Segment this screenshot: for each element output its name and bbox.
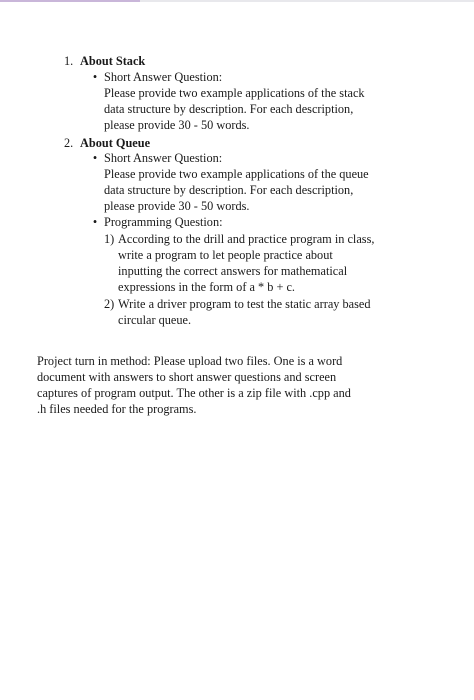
section2-q1-type: Short Answer Question: bbox=[104, 151, 223, 165]
section2-q2-type: Programming Question: bbox=[104, 215, 223, 229]
top-border bbox=[0, 0, 474, 2]
section2-q2-item1-line-1: According to the drill and practice program in class, bbox=[118, 232, 375, 246]
section2-q2-bullet: • bbox=[92, 215, 98, 229]
section2-title: About Queue bbox=[80, 136, 151, 150]
section2-q1-line-3: please provide 30 - 50 words. bbox=[104, 199, 250, 213]
section2-q2-item1-number: 1) bbox=[104, 232, 115, 246]
top-border-accent bbox=[0, 0, 140, 2]
section2-q2-item1-line-2: write a program to let people practice about bbox=[118, 248, 333, 262]
section1-q1-type: Short Answer Question: bbox=[104, 70, 223, 84]
turnin-line-3: captures of program output. The other is a zip file with .cpp and bbox=[37, 386, 351, 400]
section2-q2-item2-line-2: circular queue. bbox=[118, 313, 192, 327]
section2-q2-item2-line-1: Write a driver program to test the static array based bbox=[118, 297, 371, 311]
section2-q1-line-2: data structure by description. For each description, bbox=[104, 183, 354, 197]
section2-q2-item1-line-3: inputting the correct answers for mathematical bbox=[118, 264, 348, 278]
section2-q1-bullet: • bbox=[92, 151, 98, 165]
section1-q1-bullet: • bbox=[92, 70, 98, 84]
section1-title: About Stack bbox=[80, 54, 146, 68]
section1-q1-line-1: Please provide two example applications of the stack bbox=[104, 86, 365, 100]
turnin-line-1: Project turn in method: Please upload two files. One is a word bbox=[37, 354, 343, 368]
section1-q1-line-2: data structure by description. For each description, bbox=[104, 102, 354, 116]
section2-q2-item1-line-4: expressions in the form of a * b + c. bbox=[118, 280, 296, 294]
section2-q1-line-1: Please provide two example applications of the queue bbox=[104, 167, 369, 181]
section1-q1-line-3: please provide 30 - 50 words. bbox=[104, 118, 250, 132]
turnin-line-2: document with answers to short answer questions and screen bbox=[37, 370, 337, 384]
section2-q2-item2-number: 2) bbox=[104, 297, 115, 311]
turnin-line-4: .h files needed for the programs. bbox=[37, 402, 197, 416]
section2-number: 2. bbox=[64, 136, 74, 150]
section1-number: 1. bbox=[64, 54, 74, 68]
